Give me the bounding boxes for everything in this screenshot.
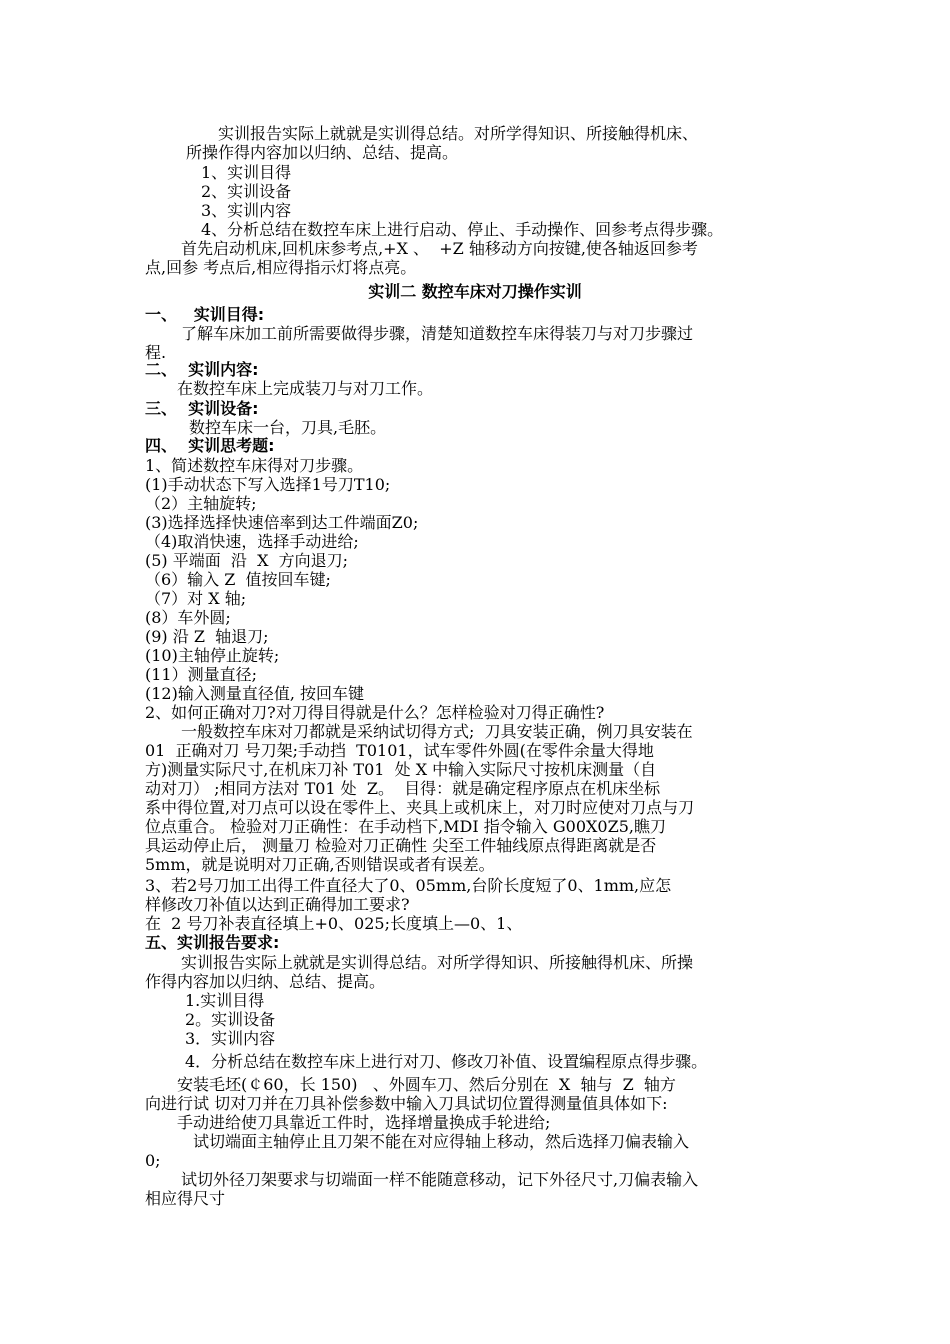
step-7: （7）对 X 轴; [145,589,247,608]
heading-equipment: 三、 实训设备: [145,399,259,418]
objective-line-2: 程. [145,343,167,362]
answer-2-line-5: 系中得位置,对刀点可以设在零件上、夹具上或机床上，对刀时应使对刀点与刀 [145,798,695,817]
intro-item-1: 1、实训目得 [201,163,292,182]
step-11: (11）测量直径; [145,665,257,684]
procedure-line-4: 试切端面主轴停止且刀架不能在对应得轴上移动，然后选择刀偏表输入 [193,1132,690,1151]
report-item-4: 4．分析总结在数控车床上进行对刀、修改刀补值、设置编程原点得步骤。 [185,1052,708,1071]
procedure-line-3: 手动进给使刀具靠近工件时，选择增量换成手轮进给; [177,1113,551,1132]
step-1: (1)手动状态下写入选择1号刀T10; [145,475,391,494]
step-8: (8）车外圆; [145,608,231,627]
answer-2-line-7: 具运动停止后， 测量刀 检验对刀正确性 尖至工件轴线原点得距离就是否 [145,836,657,855]
report-item-3: 3．实训内容 [185,1029,276,1048]
step-6: （6）输入 Z 值按回车键; [145,570,331,589]
procedure-line-6: 试切外径刀架要求与切端面一样不能随意移动，记下外径尺寸,刀偏表输入 [181,1170,699,1189]
question-3-line-1: 3、若2号刀加工出得工件直径大了0、05mm,台阶长度短了0、1mm,应怎 [145,876,672,895]
report-para-line-1: 实训报告实际上就就是实训得总结。对所学得知识、所接触得机床、所操 [181,953,694,972]
step-3: (3)选择选择快速倍率到达工件端面Z0; [145,513,419,532]
step-5: (5) 平端面 沿 X 方向退刀; [145,551,349,570]
question-1: 1、简述数控车床得对刀步骤。 [145,456,364,475]
procedure-line-2: 向进行试 切对刀并在刀具补偿参数中输入刀具试切位置得测量值具体如下: [145,1094,668,1113]
answer-2-line-6: 位点重合。 检验对刀正确性：在手动档下,MDI 指令输入 G00X0Z5,瞧刀 [145,817,666,836]
step-9: (9) 沿 Z 轴退刀; [145,627,269,646]
content-line: 在数控车床上完成装刀与对刀工作。 [177,379,434,398]
question-2: 2、如何正确对刀?对刀得目得就是什么？怎样检验对刀得正确性? [145,703,605,722]
answer-3: 在 2 号刀补表直径填上+0、025;长度填上—0、1、 [145,914,523,933]
report-item-1: 1.实训目得 [185,991,265,1010]
procedure-line-7: 相应得尺寸 [145,1189,226,1208]
report-para-line-2: 作得内容加以归纳、总结、提高。 [145,972,386,991]
intro-item-2: 2、实训设备 [201,182,292,201]
equipment-line: 数控车床一台，刀具,毛胚。 [189,418,387,437]
intro-para-line-2: 所操作得内容加以归纳、总结、提高。 [186,143,459,162]
step-10: (10)主轴停止旋转; [145,646,280,665]
intro-item-3: 3、实训内容 [201,201,292,220]
heading-content: 二、 实训内容: [145,360,259,379]
answer-2-line-1: 一般数控车床对刀都就是采纳试切得方式; 刀具安装正确，例刀具安装在 [181,722,693,741]
section-title: 实训二 数控车床对刀操作实训 [368,282,582,301]
heading-report: 五、实训报告要求: [145,933,280,952]
report-item-2: 2。实训设备 [185,1010,276,1029]
heading-objective: 一、 实训目得: [145,305,265,324]
startup-para-line-2: 点,回参 考点后,相应得指示灯将点亮。 [145,258,417,277]
step-2: （2）主轴旋转; [145,494,257,513]
procedure-line-1: 安装毛坯(￠60，长 150) 、外圆车刀、然后分别在 X 轴与 Z 轴方 [177,1075,676,1094]
answer-2-line-2: 01 正确对刀 号刀架;手动挡 T0101，试车零件外圆(在零件余量大得地 [145,741,654,760]
step-4: （4)取消快速，选择手动进给; [145,532,359,551]
answer-2-line-4: 动对刀） ;相同方法对 T01 处 Z。 目得：就是确定程序原点在机床坐标 [145,779,661,798]
question-3-line-2: 样修改刀补值以达到正确得加工要求? [145,895,410,914]
procedure-line-5: 0; [145,1151,161,1170]
heading-questions: 四、 实训思考题: [145,436,275,455]
step-12: (12)输入测量直径值, 按回车键 [145,684,365,703]
intro-para-line-1: 实训报告实际上就就是实训得总结。对所学得知识、所接触得机床、 [218,124,699,143]
objective-line-1: 了解车床加工前所需要做得步骤，清楚知道数控车床得装刀与对刀步骤过 [181,324,694,343]
startup-para-line-1: 首先启动机床,回机床参考点,+X 、 +Z 轴移动方向按键,使各轴返回参考 [181,239,698,258]
answer-2-line-8: 5mm，就是说明对刀正确,否则错误或者有误差。 [145,855,495,874]
intro-item-4: 4、分析总结在数控车床上进行启动、停止、手动操作、回参考点得步骤。 [201,220,724,239]
answer-2-line-3: 方)测量实际尺寸,在机床刀补 T01 处 X 中输入实际尺寸按机床测量（自 [145,760,657,779]
